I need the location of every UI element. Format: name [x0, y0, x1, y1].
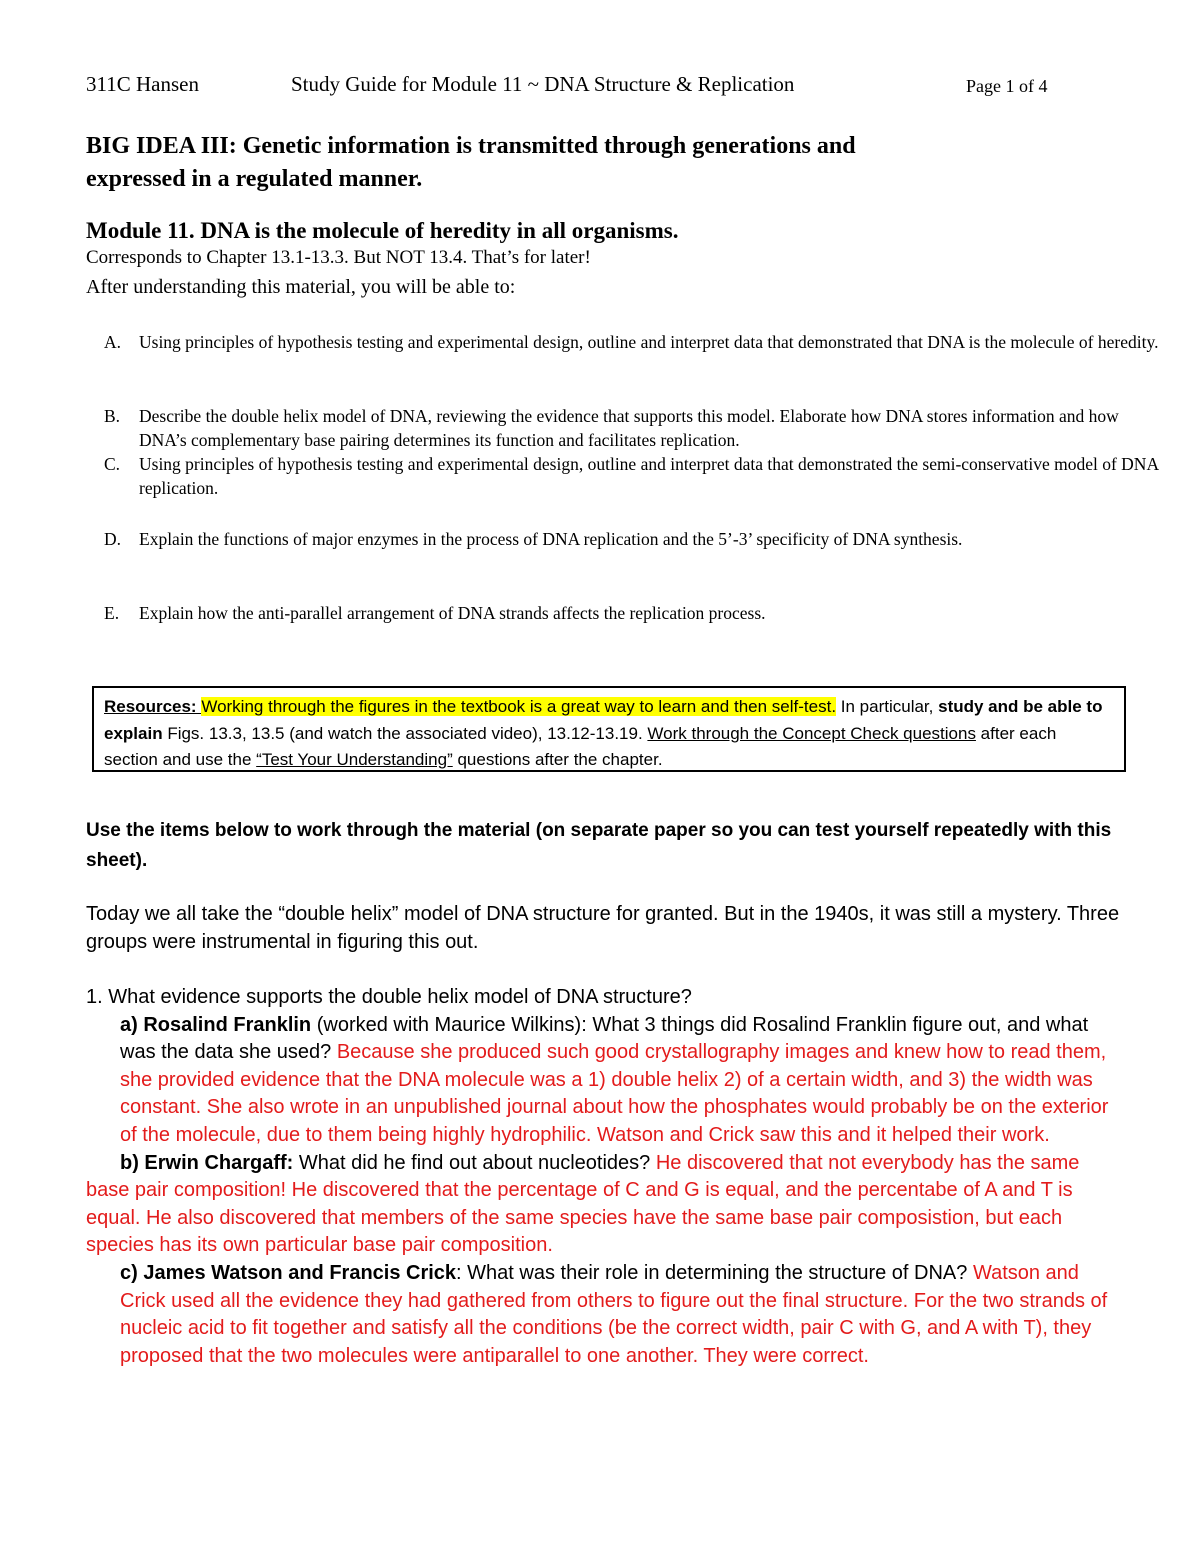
resources-concept-check: Work through the Concept Check questions [647, 723, 976, 743]
instructions: Use the items below to work through the material (on separate paper so you can test yourself repeatedly with this sheet). [86, 820, 1112, 871]
resources-text: Figs. 13.3, 13.5 (and watch the associated video), 13.12-13.19. [162, 723, 648, 743]
objective-letter: A. [104, 332, 122, 352]
resources-text: In particular, [836, 697, 939, 716]
question-1a-answer: Because she produced such good crystallography images and knew how to read them, she provided evidence that the DNA molecule was a 1) double helix 2) of a certain width, and 3) the width was constant. She also wrote in an unpublished journal about how the phosphates would probably be on the exterior of the molecule, due to them being highly hydrophilic. Watson and Crick saw this and it helped their work. [120, 1041, 1109, 1146]
objective-item [104, 452, 1159, 500]
objective-item [104, 330, 1159, 354]
question-1a-label: a) Rosalind Franklin [120, 1013, 312, 1036]
question-1a [86, 1012, 1126, 1150]
objective-letter: C. [104, 454, 121, 474]
objective-letter: B. [104, 406, 121, 426]
question-1b-text: What did he find out about nucleotides? [293, 1151, 656, 1174]
question-1c-text: : What was their role in determining the structure of DNA? [456, 1261, 973, 1284]
objective-text: Explain the functions of major enzymes in the process of DNA replication and the 5’-3’ specificity of DNA synthesis. [139, 529, 963, 549]
resources-study-emphasis: study and be able to explain [104, 697, 1103, 743]
resources-text: questions after the chapter. [452, 750, 663, 769]
module-title: Module 11. DNA is the molecule of heredity in all organisms. [86, 218, 679, 243]
objective-text: Explain how the anti-parallel arrangement of DNA strands affects the replication process. [139, 603, 766, 623]
question-1a-text: (worked with Maurice Wilkins): What 3 things did Rosalind Franklin figure out, and what was the data she used? [120, 1013, 1089, 1064]
objective-item [104, 601, 1159, 625]
resources-label: Resources: [104, 697, 202, 716]
objective-letter: D. [104, 529, 122, 549]
question-1 [86, 984, 1126, 1370]
resources-highlight: Working through the figures in the textbook is a great way to learn and then self-test. [201, 697, 837, 716]
objectives-intro: After understanding this material, you will be able to: [86, 276, 516, 298]
page-header [86, 72, 1086, 102]
resources-box [92, 686, 1126, 772]
intro-paragraph: Today we all take the “double helix” model of DNA structure for granted. But in the 1940s, it was still a mystery. Three groups were instrumental in figuring this out. [86, 903, 1120, 953]
resources-test-your-understanding: “Test Your Understanding” [256, 750, 453, 769]
objective-item [104, 527, 1159, 551]
big-idea-line-1: BIG IDEA III: Genetic information is transmitted through generations and [86, 133, 856, 159]
question-1c-answer: Watson and Crick used all the evidence they had gathered from others to figure out the final structure. For the two strands of nucleic acid to fit together and satisfy all the conditions (be the correct width, pair C with G, and A with T), they proposed that the two molecules were antiparallel to one another. They were correct. [120, 1261, 1108, 1367]
objective-text: Using principles of hypothesis testing and experimental design, outline and interpret data that demonstrated that DNA is the molecule of heredity. [139, 332, 1159, 352]
big-idea-line-2: expressed in a regulated manner. [86, 166, 423, 192]
question-1b-label: b) Erwin Chargaff: [120, 1151, 294, 1174]
question-1b [86, 1150, 1126, 1260]
header-title: Study Guide for Module 11 ~ DNA Structure & Replication [291, 72, 795, 96]
question-1-prompt: 1. What evidence supports the double helix model of DNA structure? [86, 986, 692, 1008]
resources-text: after each section and use the [104, 723, 1057, 769]
objective-item [104, 404, 1159, 452]
question-1b-answer: He discovered that not everybody has the same base pair composition! He discovered that the percentage of C and G is equal, and the percentabe of A and T is equal. He also discovered that members of the same species have the same base pair composistion, but each species has its own particular base pair composition. [86, 1151, 1080, 1257]
header-course: 311C Hansen [86, 72, 199, 96]
objective-letter: E. [104, 603, 120, 623]
big-idea-heading [86, 130, 1106, 196]
chapter-correspondence: Corresponds to Chapter 13.1-13.3. But NOT 13.4. That’s for later! [86, 247, 591, 268]
objective-text: Describe the double helix model of DNA, reviewing the evidence that supports this model. Elaborate how DNA stores information and how DNA’s complementary base pairing determines its function and facilitates replication. [139, 406, 1119, 450]
question-1c-label: c) James Watson and Francis Crick [120, 1261, 457, 1284]
header-page-number: Page 1 of 4 [966, 76, 1048, 96]
objective-text: Using principles of hypothesis testing and experimental design, outline and interpret data that demonstrated the semi-conservative model of DNA replication. [139, 454, 1159, 498]
question-1c [86, 1260, 1126, 1370]
